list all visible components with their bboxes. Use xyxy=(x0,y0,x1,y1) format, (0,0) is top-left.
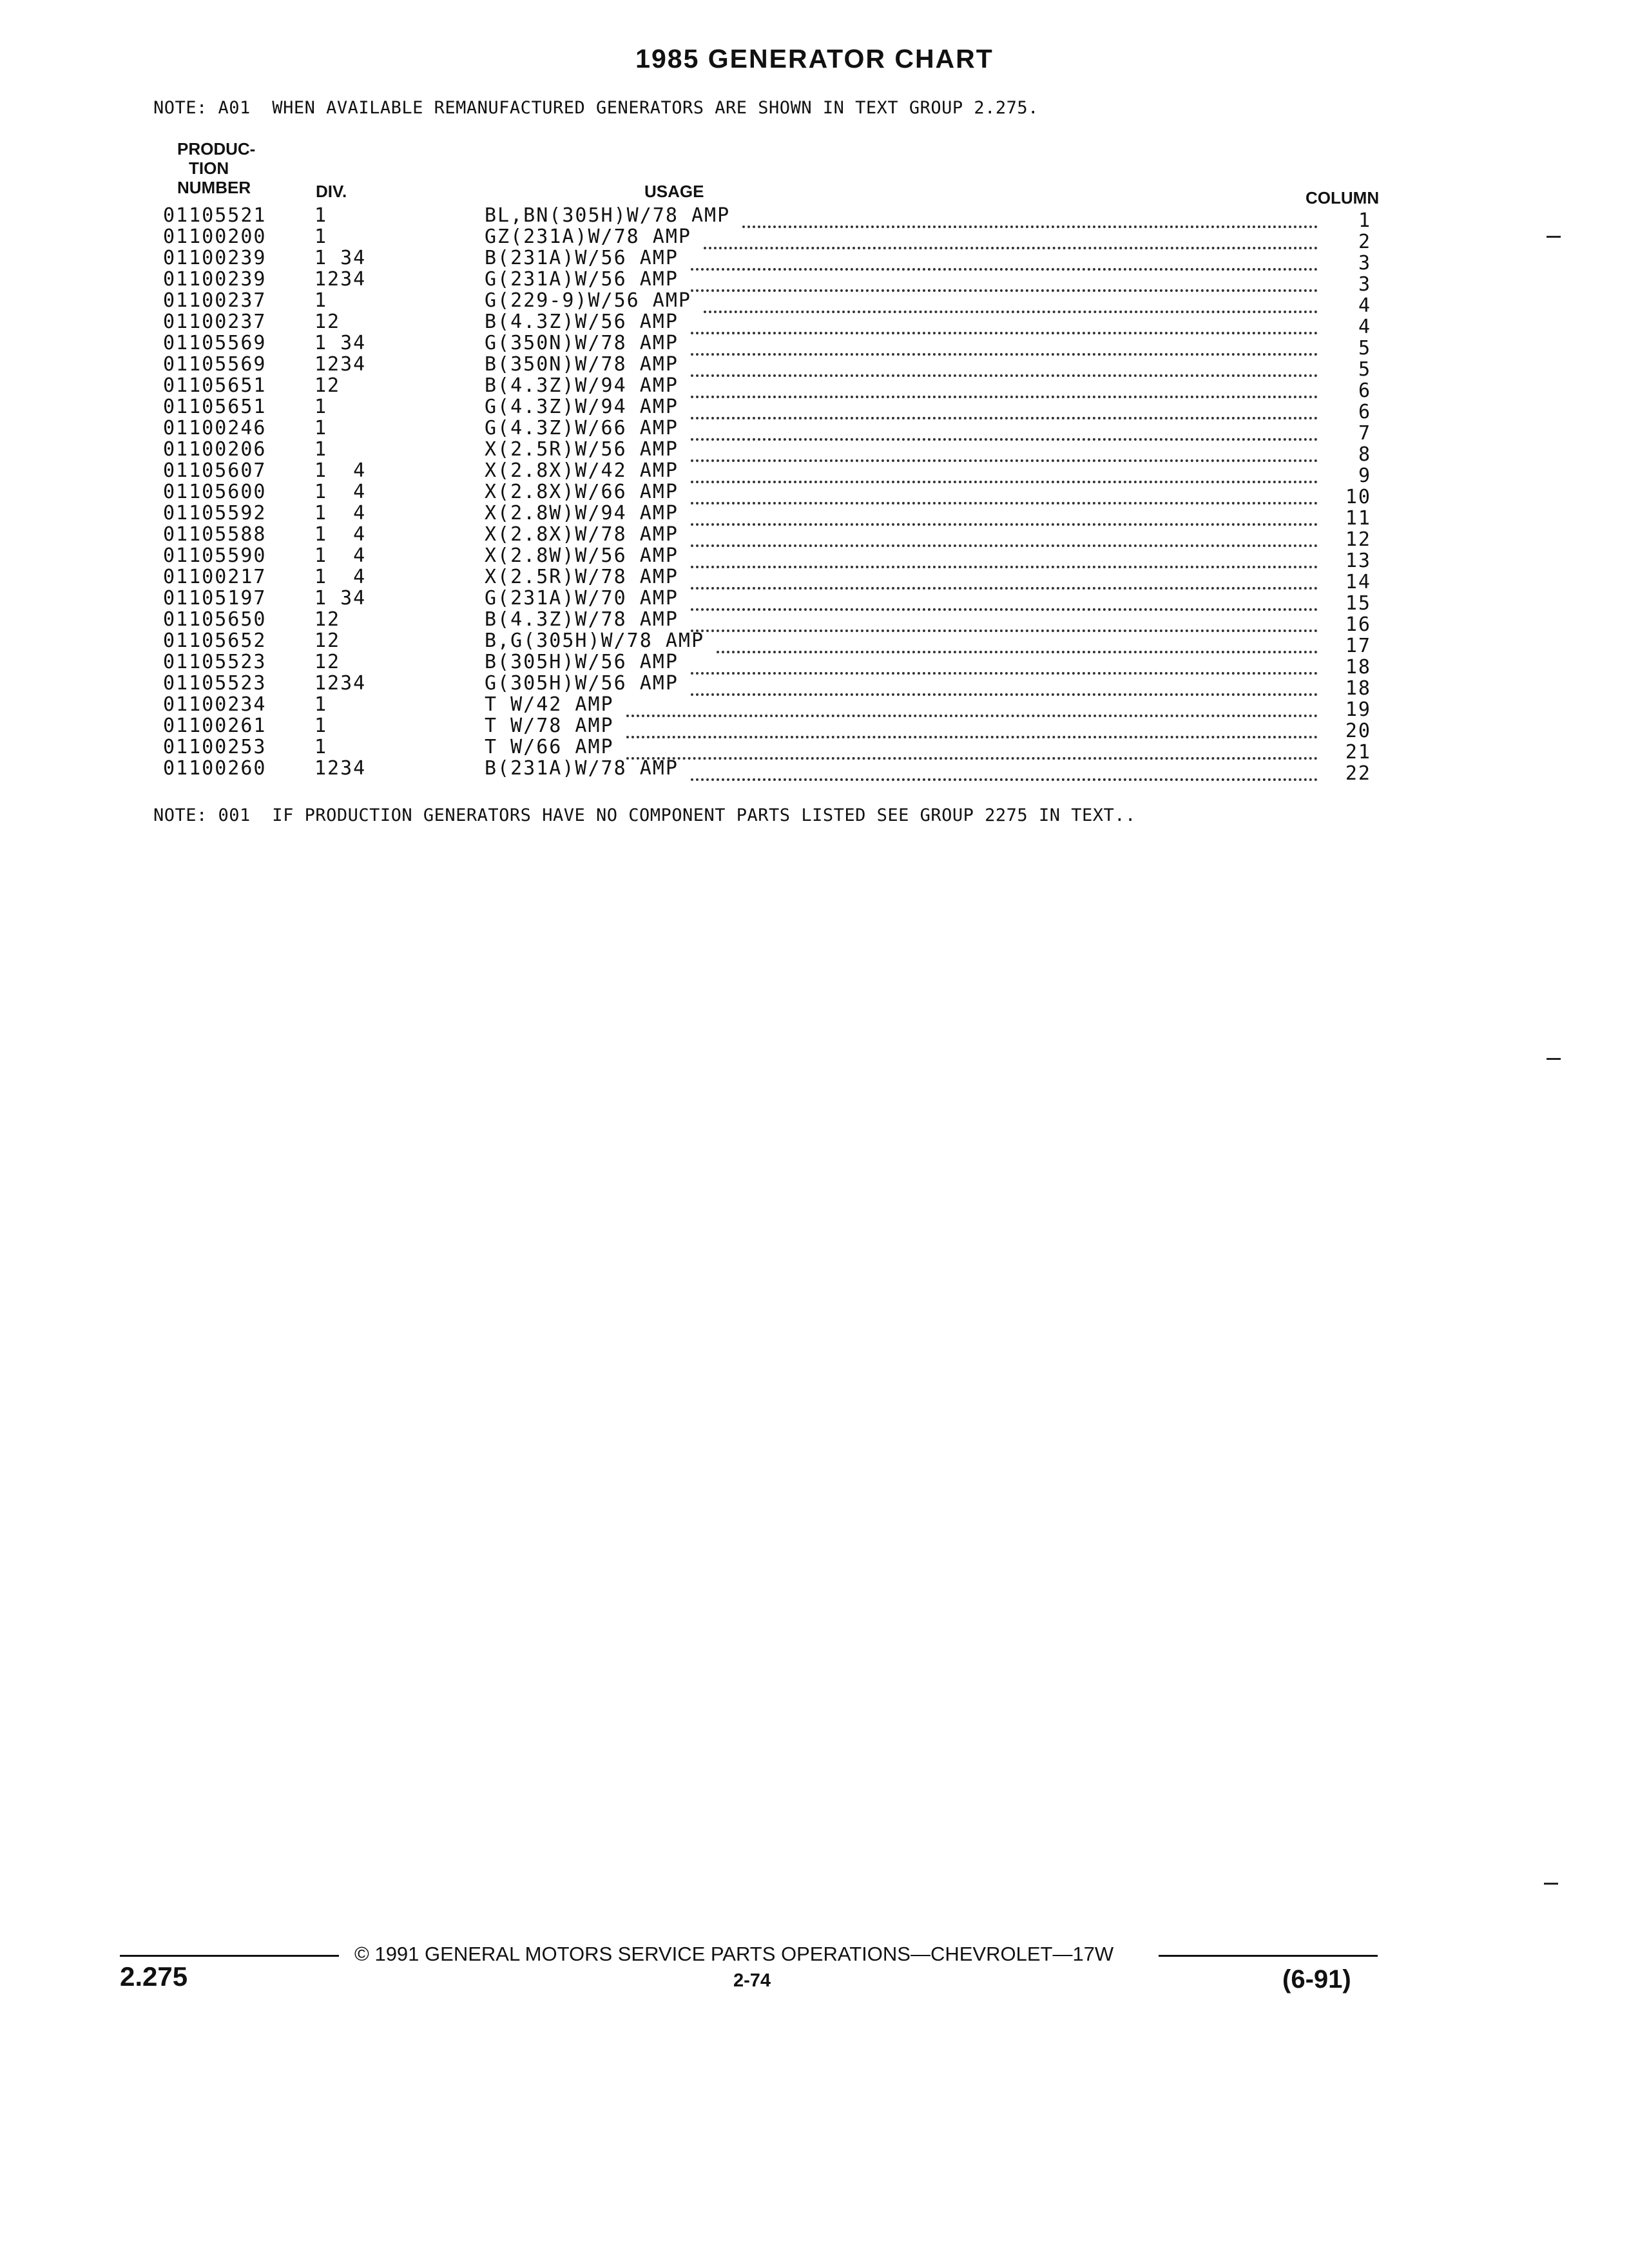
div-cell: 1234 xyxy=(314,353,367,376)
usage-cell: B(231A)W/78 AMP xyxy=(485,757,679,780)
leader-dots xyxy=(626,740,1318,760)
note-top: NOTE: A01 WHEN AVAILABLE REMANUFACTURED GENERATORS ARE SHOWN IN TEXT GROUP 2.275. xyxy=(153,98,1039,118)
column-cell: 9 xyxy=(1358,465,1371,487)
column-cell: 19 xyxy=(1345,698,1371,721)
column-cell: 10 xyxy=(1345,486,1371,508)
footer-rule-right xyxy=(1159,1955,1378,1957)
header-column: COLUMN xyxy=(1306,188,1380,207)
margin-mark xyxy=(1547,236,1561,238)
production-number-cell: 01105607 xyxy=(163,459,267,482)
leader-dots xyxy=(691,315,1318,334)
header-div: DIV. xyxy=(316,182,347,201)
leader-dots xyxy=(691,464,1318,483)
div-cell: 1234 xyxy=(314,757,367,780)
production-number-cell: 01105600 xyxy=(163,481,267,503)
table-row xyxy=(0,651,1629,678)
footer-rule-left xyxy=(120,1955,339,1957)
table-row xyxy=(0,757,1629,785)
usage-cell: B(231A)W/56 AMP xyxy=(485,247,679,269)
leader-dots xyxy=(626,698,1318,717)
div-cell: 1 xyxy=(314,693,328,716)
page-title: 1985 GENERATOR CHART xyxy=(635,44,994,73)
column-cell: 2 xyxy=(1358,231,1371,253)
table-row xyxy=(0,247,1629,274)
production-number-cell: 01100206 xyxy=(163,438,267,461)
div-cell: 1 34 xyxy=(314,332,367,354)
usage-cell: T W/42 AMP xyxy=(485,693,614,716)
table-row xyxy=(0,544,1629,572)
production-number-cell: 01100200 xyxy=(163,226,267,248)
column-cell: 12 xyxy=(1345,528,1371,551)
table-row xyxy=(0,608,1629,636)
usage-cell: X(2.8X)W/66 AMP xyxy=(485,481,679,503)
table-row xyxy=(0,481,1629,508)
table-row xyxy=(0,289,1629,317)
column-cell: 22 xyxy=(1345,762,1371,785)
leader-dots xyxy=(717,634,1318,653)
footer-date: (6-91) xyxy=(1282,1965,1351,1994)
usage-cell: G(4.3Z)W/66 AMP xyxy=(485,417,679,439)
table-row xyxy=(0,332,1629,360)
production-number-cell: 01105569 xyxy=(163,353,267,376)
production-number-cell: 01100217 xyxy=(163,566,267,588)
column-cell: 3 xyxy=(1358,252,1371,274)
usage-cell: G(231A)W/70 AMP xyxy=(485,587,679,610)
leader-dots xyxy=(691,549,1318,568)
column-cell: 6 xyxy=(1358,380,1371,402)
div-cell: 1 4 xyxy=(314,566,367,588)
div-cell: 1234 xyxy=(314,672,367,695)
usage-cell: G(4.3Z)W/94 AMP xyxy=(485,396,679,418)
production-number-cell: 01105651 xyxy=(163,396,267,418)
leader-dots xyxy=(691,591,1318,611)
leader-dots xyxy=(691,400,1318,419)
usage-cell: GZ(231A)W/78 AMP xyxy=(485,226,691,248)
usage-cell: G(350N)W/78 AMP xyxy=(485,332,679,354)
production-number-cell: 01100237 xyxy=(163,311,267,333)
div-cell: 1 xyxy=(314,289,328,312)
div-cell: 1 xyxy=(314,417,328,439)
production-number-cell: 01100246 xyxy=(163,417,267,439)
column-cell: 4 xyxy=(1358,294,1371,317)
column-cell: 5 xyxy=(1358,337,1371,360)
production-number-cell: 01105592 xyxy=(163,502,267,524)
usage-cell: B,G(305H)W/78 AMP xyxy=(485,629,705,652)
leader-dots xyxy=(691,506,1318,526)
div-cell: 12 xyxy=(314,311,341,333)
leader-dots xyxy=(691,485,1318,505)
table-row xyxy=(0,226,1629,253)
leader-dots xyxy=(704,230,1318,249)
table-row xyxy=(0,672,1629,700)
usage-cell: B(4.3Z)W/94 AMP xyxy=(485,374,679,397)
production-number-cell: 01105197 xyxy=(163,587,267,610)
leader-dots xyxy=(704,294,1318,313)
leader-dots xyxy=(691,613,1318,632)
div-cell: 1 xyxy=(314,226,328,248)
header-usage: USAGE xyxy=(644,182,704,201)
usage-cell: BL,BN(305H)W/78 AMP xyxy=(485,204,731,227)
production-number-cell: 01105650 xyxy=(163,608,267,631)
margin-mark xyxy=(1547,1058,1561,1060)
production-number-cell: 01100253 xyxy=(163,736,267,758)
column-cell: 16 xyxy=(1345,613,1371,636)
leader-dots xyxy=(691,677,1318,696)
table-row xyxy=(0,374,1629,402)
margin-mark xyxy=(1544,1883,1558,1885)
leader-dots xyxy=(691,421,1318,441)
production-number-cell: 01100260 xyxy=(163,757,267,780)
header-production-line2: TION xyxy=(189,159,229,178)
div-cell: 1 4 xyxy=(314,544,367,567)
column-cell: 21 xyxy=(1345,741,1371,764)
production-number-cell: 01100261 xyxy=(163,715,267,737)
usage-cell: B(4.3Z)W/56 AMP xyxy=(485,311,679,333)
column-cell: 17 xyxy=(1345,635,1371,657)
usage-cell: X(2.8X)W/42 AMP xyxy=(485,459,679,482)
column-cell: 7 xyxy=(1358,422,1371,445)
usage-cell: B(350N)W/78 AMP xyxy=(485,353,679,376)
table-row xyxy=(0,311,1629,338)
table-row xyxy=(0,523,1629,551)
div-cell: 1 xyxy=(314,736,328,758)
div-cell: 1 34 xyxy=(314,247,367,269)
div-cell: 1 xyxy=(314,204,328,227)
leader-dots xyxy=(691,655,1318,675)
production-number-cell: 01105569 xyxy=(163,332,267,354)
leader-dots xyxy=(691,273,1318,292)
note-bottom: NOTE: 001 IF PRODUCTION GENERATORS HAVE NO COMPONENT PARTS LISTED SEE GROUP 2275 IN TEXT.. xyxy=(153,805,1136,825)
div-cell: 1 4 xyxy=(314,523,367,546)
table-row xyxy=(0,417,1629,445)
leader-dots xyxy=(691,528,1318,547)
production-number-cell: 01100234 xyxy=(163,693,267,716)
table-row xyxy=(0,736,1629,764)
production-number-cell: 01105590 xyxy=(163,544,267,567)
usage-cell: T W/66 AMP xyxy=(485,736,614,758)
table-row xyxy=(0,459,1629,487)
table-row xyxy=(0,629,1629,657)
leader-dots xyxy=(691,379,1318,398)
div-cell: 12 xyxy=(314,374,341,397)
leader-dots xyxy=(691,251,1318,271)
production-number-cell: 01105523 xyxy=(163,651,267,673)
column-cell: 13 xyxy=(1345,550,1371,572)
usage-cell: G(229-9)W/56 AMP xyxy=(485,289,691,312)
column-cell: 1 xyxy=(1358,209,1371,232)
table-row xyxy=(0,204,1629,232)
div-cell: 1 xyxy=(314,438,328,461)
table-row xyxy=(0,268,1629,296)
div-cell: 1 4 xyxy=(314,481,367,503)
usage-cell: G(305H)W/56 AMP xyxy=(485,672,679,695)
footer-section: 2.275 xyxy=(120,1961,188,1992)
header-production-line1: PRODUC- xyxy=(177,139,256,159)
column-cell: 11 xyxy=(1345,507,1371,530)
div-cell: 12 xyxy=(314,629,341,652)
production-number-cell: 01100237 xyxy=(163,289,267,312)
table-row xyxy=(0,353,1629,381)
table-row xyxy=(0,715,1629,742)
production-number-cell: 01100239 xyxy=(163,247,267,269)
div-cell: 12 xyxy=(314,651,341,673)
footer-copyright: © 1991 GENERAL MOTORS SERVICE PARTS OPERATIONS—CHEVROLET—17W xyxy=(354,1943,1114,1965)
table-row xyxy=(0,396,1629,423)
production-number-cell: 01105651 xyxy=(163,374,267,397)
table-row xyxy=(0,502,1629,530)
production-number-cell: 01105521 xyxy=(163,204,267,227)
usage-cell: G(231A)W/56 AMP xyxy=(485,268,679,291)
footer-page-number: 2-74 xyxy=(733,1970,771,1991)
column-cell: 18 xyxy=(1345,656,1371,678)
div-cell: 1 xyxy=(314,396,328,418)
leader-dots xyxy=(691,443,1318,462)
usage-cell: B(4.3Z)W/78 AMP xyxy=(485,608,679,631)
div-cell: 1 34 xyxy=(314,587,367,610)
leader-dots xyxy=(691,336,1318,356)
leader-dots xyxy=(691,762,1318,781)
usage-cell: X(2.8W)W/56 AMP xyxy=(485,544,679,567)
leader-dots xyxy=(742,209,1318,228)
column-cell: 18 xyxy=(1345,677,1371,700)
table-row xyxy=(0,587,1629,615)
production-number-cell: 01105652 xyxy=(163,629,267,652)
usage-cell: X(2.8X)W/78 AMP xyxy=(485,523,679,546)
div-cell: 1 4 xyxy=(314,502,367,524)
leader-dots xyxy=(691,358,1318,377)
column-cell: 8 xyxy=(1358,443,1371,466)
column-cell: 5 xyxy=(1358,358,1371,381)
usage-cell: T W/78 AMP xyxy=(485,715,614,737)
div-cell: 1 xyxy=(314,715,328,737)
table-row xyxy=(0,566,1629,593)
div-cell: 1 4 xyxy=(314,459,367,482)
production-number-cell: 01105588 xyxy=(163,523,267,546)
production-number-cell: 01105523 xyxy=(163,672,267,695)
header-production-line3: NUMBER xyxy=(177,178,251,197)
usage-cell: X(2.5R)W/78 AMP xyxy=(485,566,679,588)
column-cell: 3 xyxy=(1358,273,1371,296)
column-cell: 4 xyxy=(1358,316,1371,338)
column-cell: 6 xyxy=(1358,401,1371,423)
leader-dots xyxy=(691,570,1318,590)
table-row xyxy=(0,438,1629,466)
column-cell: 14 xyxy=(1345,571,1371,593)
column-cell: 20 xyxy=(1345,720,1371,742)
header-production-number xyxy=(177,139,267,197)
leader-dots xyxy=(626,719,1318,738)
usage-cell: X(2.5R)W/56 AMP xyxy=(485,438,679,461)
usage-cell: B(305H)W/56 AMP xyxy=(485,651,679,673)
div-cell: 1234 xyxy=(314,268,367,291)
table-row xyxy=(0,693,1629,721)
production-number-cell: 01100239 xyxy=(163,268,267,291)
usage-cell: X(2.8W)W/94 AMP xyxy=(485,502,679,524)
column-cell: 15 xyxy=(1345,592,1371,615)
div-cell: 12 xyxy=(314,608,341,631)
